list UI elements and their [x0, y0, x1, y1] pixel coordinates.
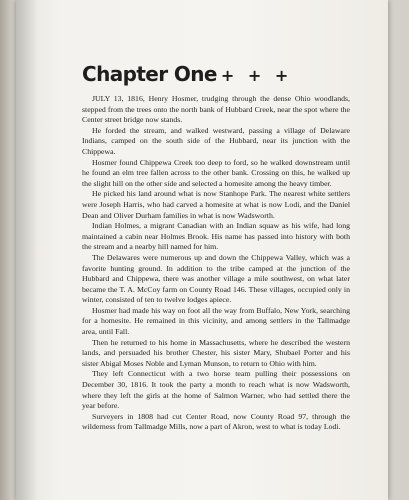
paragraph-5: Indian Holmes, a migrant Canadian with an Indian squaw as his wife, had long maintained a cabin near Holmes Brook. His name has passed into history with both the stream and a nearby hill named for him. [82, 221, 350, 252]
paragraph-3: Hosmer found Chippewa Creek too deep to ford, so he walked downstream until he found an elm tree fallen across to the other bank. Crossing on this, he walked up the slight hill on the other side and selected a homesite among the heavy timber. [82, 157, 350, 188]
paragraph-2: He forded the stream, and walked westward, passing a village of Delaware Indians, camped on the south side of the Hubbard, near its junction with the Chippewa. [82, 125, 350, 156]
paragraph-10: Surveyers in 1808 had cut Center Road, now County Road 97, through the wilderness from Tallmadge Mills, now a part of Akron, west to what is today Lodi. [82, 411, 350, 432]
paragraph-7: Hosmer had made his way on foot all the way from Buffalo, New York, searching for a homesite. He remained in this vicinity, and among settlers in the Tallmadge area, until Fall. [82, 305, 350, 337]
paragraph-9: They left Connecticut with a two horse team pulling their possessions on December 30, 1816. It took the party a month to reach what is now Wadsworth, where they left the girls at the home of Salmon Warner, who had settled there the year before. [82, 369, 350, 411]
paragraph-6: The Delawares were numerous up and down the Chippewa Valley, which was a favorite hunting ground. In addition to the tribe camped at the junction of the Hubbard and Chippewa, there was another village a mile southwest, on what later became the T. A. McCoy farm on County Road 146. These villages, occupied only in winter, consisted of ten to twelve lodges apiece. [82, 252, 350, 305]
chapter-marks: + + + [220, 66, 293, 85]
paragraph-4: He picked his land around what is now Stanhope Park. The nearest white settlers were Joseph Harris, who had carved a homesite at what is now Lodi, and the Daniel Dean and Oliver Durham families in what is now Wadsworth. [82, 189, 350, 220]
paragraph-8: Then he returned to his home in Massachusetts, where he described the western lands, and persuaded his brother Chester, his sister Mary, Shubael Porter and his sister Abigal Moses Noble and Lyman Munson, to return to Ohio with him. [82, 337, 350, 368]
chapter-title: Chapter One [82, 62, 217, 86]
page-gutter-shadow [16, 0, 38, 500]
paragraph-1: JULY 13, 1816, Henry Hosmer, trudging through the dense Ohio woodlands, stepped from the trees onto the north bank of Hubbard Creek, near the spot where the Center street bridge now stands. [82, 94, 350, 125]
book-edge [0, 0, 12, 500]
page-content [82, 62, 350, 433]
chapter-heading [82, 62, 350, 88]
